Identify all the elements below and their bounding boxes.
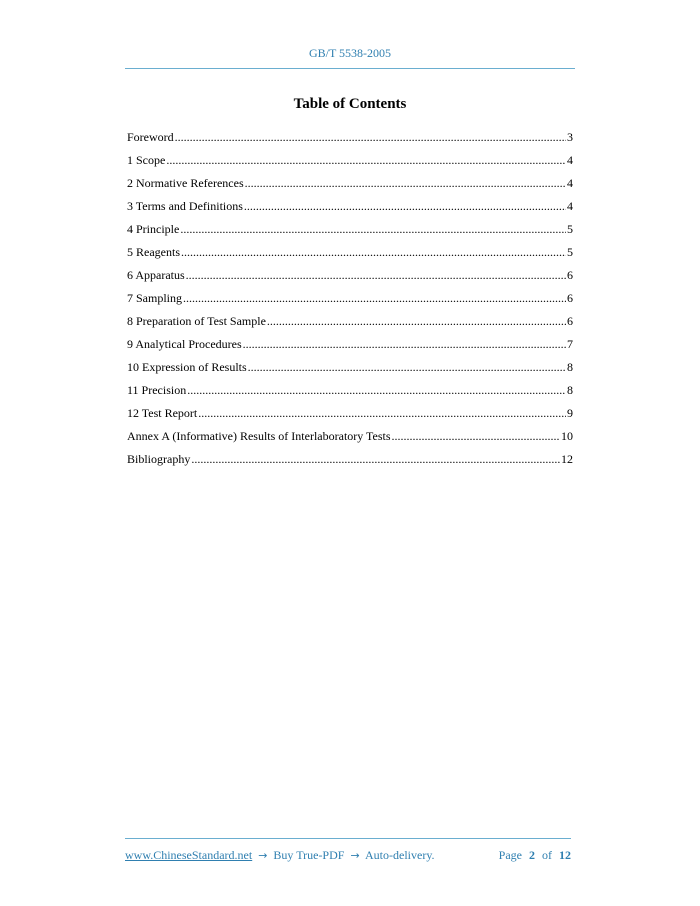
delivery-text: Auto-delivery. xyxy=(365,848,435,862)
toc-entry-label: Foreword xyxy=(127,130,174,144)
toc-dot-leader xyxy=(181,243,566,261)
header-divider xyxy=(125,68,575,69)
toc-entry-page: 6 xyxy=(567,268,573,282)
toc-entry-label: 11 Precision xyxy=(127,383,187,397)
toc-entry-page: 5 xyxy=(567,245,573,259)
toc-entry-normative-references[interactable] xyxy=(127,174,573,197)
toc-entry-page: 8 xyxy=(567,360,573,374)
toc-entry-page: 9 xyxy=(567,406,573,420)
toc-entry-preparation[interactable] xyxy=(127,312,573,335)
toc-entry-label: 12 Test Report xyxy=(127,406,198,420)
toc-entry-page: 8 xyxy=(567,383,573,397)
buy-text: Buy True-PDF xyxy=(273,848,345,862)
toc-entry-label: Annex A (Informative) Results of Interlaboratory Tests xyxy=(127,429,391,443)
toc-entry-expression-results[interactable] xyxy=(127,358,573,381)
toc-dot-leader xyxy=(180,220,566,238)
arrow-right-icon: → xyxy=(258,849,268,862)
toc-dot-leader xyxy=(198,404,566,422)
toc-dot-leader xyxy=(175,128,566,146)
toc-dot-leader xyxy=(243,335,566,353)
toc-entry-label: 6 Apparatus xyxy=(127,268,185,282)
page-header xyxy=(125,46,575,61)
page-footer xyxy=(125,848,571,863)
toc-entry-label: 1 Scope xyxy=(127,153,166,167)
toc-dot-leader xyxy=(245,174,566,192)
toc-entry-principle[interactable] xyxy=(127,220,573,243)
toc-entry-reagents[interactable] xyxy=(127,243,573,266)
toc-entry-precision[interactable] xyxy=(127,381,573,404)
toc-dot-leader xyxy=(186,266,566,284)
toc-entry-page: 10 xyxy=(561,429,573,443)
toc-entry-sampling[interactable] xyxy=(127,289,573,312)
toc-entry-label: 5 Reagents xyxy=(127,245,180,259)
of-word: of xyxy=(542,848,552,862)
footer-divider xyxy=(125,838,571,839)
toc-entry-annex-a[interactable] xyxy=(127,427,573,450)
page-word: Page xyxy=(498,848,522,862)
standard-code: GB/T 5538-2005 xyxy=(308,46,392,60)
toc-entry-page: 5 xyxy=(567,222,573,236)
toc-dot-leader xyxy=(183,289,566,307)
toc-entry-page: 3 xyxy=(567,130,573,144)
toc-list xyxy=(127,128,573,473)
toc-entry-scope[interactable] xyxy=(127,151,573,174)
footer-promo xyxy=(125,848,435,863)
toc-entry-page: 4 xyxy=(567,199,573,213)
toc-dot-leader xyxy=(191,450,560,468)
toc-entry-page: 4 xyxy=(567,176,573,190)
page-indicator xyxy=(499,848,571,863)
toc-entry-label: 9 Analytical Procedures xyxy=(127,337,242,351)
toc-entry-foreword[interactable] xyxy=(127,128,573,151)
toc-entry-page: 12 xyxy=(561,452,573,466)
toc-entry-page: 7 xyxy=(567,337,573,351)
toc-entry-label: 8 Preparation of Test Sample xyxy=(127,314,266,328)
toc-entry-label: 4 Principle xyxy=(127,222,180,236)
toc-dot-leader xyxy=(244,197,566,215)
toc-entry-test-report[interactable] xyxy=(127,404,573,427)
toc-entry-terms-definitions[interactable] xyxy=(127,197,573,220)
toc-entry-page: 4 xyxy=(567,153,573,167)
arrow-right-icon: → xyxy=(350,849,360,862)
total-pages-number: 12 xyxy=(559,848,571,862)
toc-title: Table of Contents xyxy=(293,96,407,112)
toc-entry-page: 6 xyxy=(567,291,573,305)
toc-dot-leader xyxy=(248,358,566,376)
toc-entry-label: 2 Normative References xyxy=(127,176,244,190)
toc-entry-analytical-procedures[interactable] xyxy=(127,335,573,358)
toc-dot-leader xyxy=(267,312,566,330)
toc-entry-bibliography[interactable] xyxy=(127,450,573,473)
toc-dot-leader xyxy=(392,427,560,445)
toc-dot-leader xyxy=(166,151,566,169)
toc-entry-apparatus[interactable] xyxy=(127,266,573,289)
toc-entry-label: 3 Terms and Definitions xyxy=(127,199,243,213)
toc-entry-label: Bibliography xyxy=(127,452,191,466)
current-page-number: 2 xyxy=(529,848,535,862)
toc-entry-label: 10 Expression of Results xyxy=(127,360,247,374)
toc-entry-label: 7 Sampling xyxy=(127,291,183,305)
toc-entry-page: 6 xyxy=(567,314,573,328)
site-link[interactable]: www.ChineseStandard.net xyxy=(125,848,253,862)
toc-dot-leader xyxy=(187,381,566,399)
